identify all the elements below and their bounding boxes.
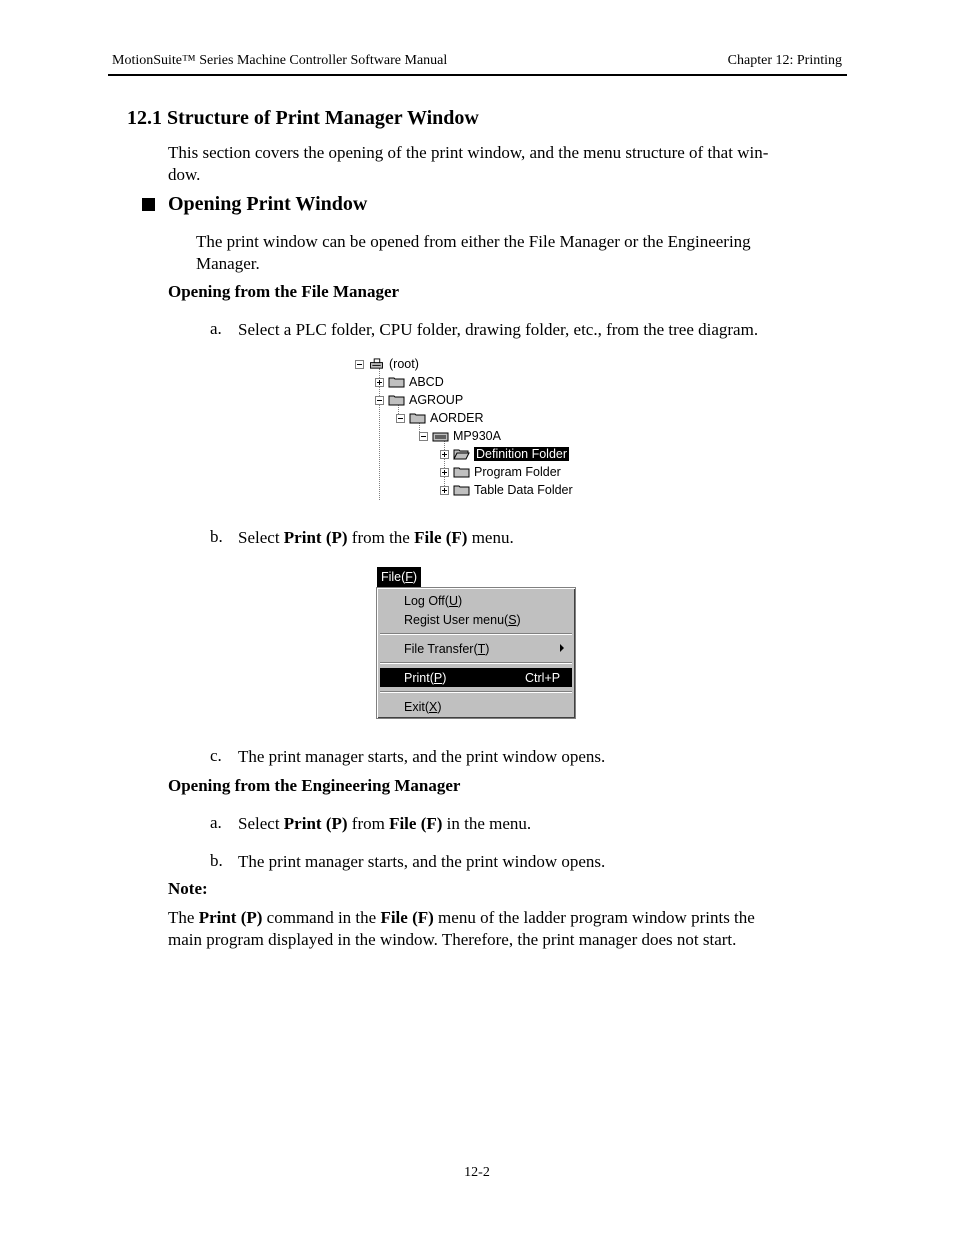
- tree-node-definition-folder[interactable]: [440, 445, 569, 463]
- note-line1: The Print (P) command in the File (F) menu of the ladder program window prints the: [168, 908, 755, 927]
- tree-label-selected: Definition Folder: [476, 447, 568, 461]
- tree-label: Table Data Folder: [474, 483, 573, 497]
- menu-separator: [380, 662, 572, 664]
- folder-icon: [409, 412, 426, 424]
- tree-diagram: [350, 354, 590, 500]
- section-intro-line2: dow.: [168, 165, 201, 184]
- tree-node-mp930a[interactable]: [419, 427, 501, 445]
- collapse-icon[interactable]: [375, 396, 384, 405]
- menu-item-print[interactable]: Print( P ) Ctrl+P: [380, 668, 572, 687]
- computer-icon: [368, 358, 385, 370]
- tree-node-abcd[interactable]: [375, 373, 444, 391]
- subsection-title: Opening Print Window: [168, 193, 368, 215]
- tree-label: ABCD: [409, 375, 444, 389]
- collapse-icon[interactable]: [419, 432, 428, 441]
- eng-manager-heading: Opening from the Engineering Manager: [168, 776, 461, 795]
- expand-icon[interactable]: [440, 486, 449, 495]
- file-manager-step-b: Select Print (P) from the File (F) menu.: [238, 528, 514, 547]
- tree-label: AGROUP: [409, 393, 464, 407]
- folder-icon: [453, 466, 470, 478]
- tree-label: Program Folder: [474, 465, 561, 479]
- note-label: Note:: [168, 879, 208, 898]
- expand-icon[interactable]: [375, 378, 384, 387]
- folder-icon: [453, 484, 470, 496]
- menu-separator: [380, 691, 572, 693]
- menu-separator: [380, 633, 572, 635]
- tree-label: AORDER: [430, 411, 484, 425]
- section-intro-line1: This section covers the opening of the print window, and the menu structure of that win-: [168, 143, 769, 162]
- note-line2: main program displayed in the window. Therefore, the print manager does not start.: [168, 930, 737, 949]
- open-folder-icon: [453, 448, 470, 460]
- running-header-chapter: Chapter 12: Printing: [727, 53, 842, 68]
- submenu-arrow-icon: [560, 644, 564, 652]
- cpu-icon: [432, 430, 449, 442]
- file-manager-step-a: Select a PLC folder, CPU folder, drawing folder, etc., from the tree diagram.: [238, 320, 759, 339]
- menu-item-exit[interactable]: Exit( X ): [404, 699, 442, 714]
- folder-icon: [388, 394, 405, 406]
- file-manager-step-c: The print manager starts, and the print window opens.: [238, 747, 606, 766]
- step-letter: b.: [210, 851, 223, 870]
- menu-item-log-off[interactable]: Log Off( U ): [404, 593, 463, 608]
- tree-node-table-data-folder[interactable]: [440, 481, 573, 499]
- print-shortcut: Ctrl+P: [525, 670, 561, 685]
- square-bullet-icon: [142, 198, 155, 211]
- tree-label: (root): [389, 357, 419, 371]
- collapse-icon[interactable]: [396, 414, 405, 423]
- tree-node-agroup[interactable]: [375, 391, 463, 409]
- expand-icon[interactable]: [440, 468, 449, 477]
- file-menu-title[interactable]: File( F ): [377, 567, 421, 587]
- header-rule: [108, 74, 847, 76]
- tree-node-root[interactable]: [355, 355, 419, 373]
- step-letter: b.: [210, 527, 223, 546]
- step-letter: c.: [210, 746, 222, 765]
- step-letter: a.: [210, 813, 222, 832]
- page-number: 12-2: [464, 1165, 490, 1180]
- tree-node-aorder[interactable]: [396, 409, 483, 427]
- file-menu-dropdown: [376, 587, 576, 719]
- opening-desc-line1: The print window can be opened from either the File Manager or the Engineering: [196, 232, 751, 251]
- opening-desc-line2: Manager.: [196, 254, 260, 273]
- eng-manager-step-b: The print manager starts, and the print window opens.: [238, 852, 606, 871]
- tree-node-program-folder[interactable]: [440, 463, 561, 481]
- step-letter: a.: [210, 319, 222, 338]
- tree-label: MP930A: [453, 429, 501, 443]
- expand-icon[interactable]: [440, 450, 449, 459]
- collapse-icon[interactable]: [355, 360, 364, 369]
- folder-icon: [388, 376, 405, 388]
- eng-manager-step-a: Select Print (P) from File (F) in the menu.: [238, 814, 532, 833]
- running-header-title: MotionSuite™ Series Machine Controller Software Manual: [112, 53, 448, 68]
- menu-item-regist-user-menu[interactable]: Regist User menu( S ): [404, 612, 521, 627]
- file-manager-heading: Opening from the File Manager: [168, 282, 400, 301]
- section-title: 12.1 Structure of Print Manager Window: [127, 107, 479, 129]
- menu-item-file-transfer[interactable]: File Transfer( T ): [380, 639, 572, 658]
